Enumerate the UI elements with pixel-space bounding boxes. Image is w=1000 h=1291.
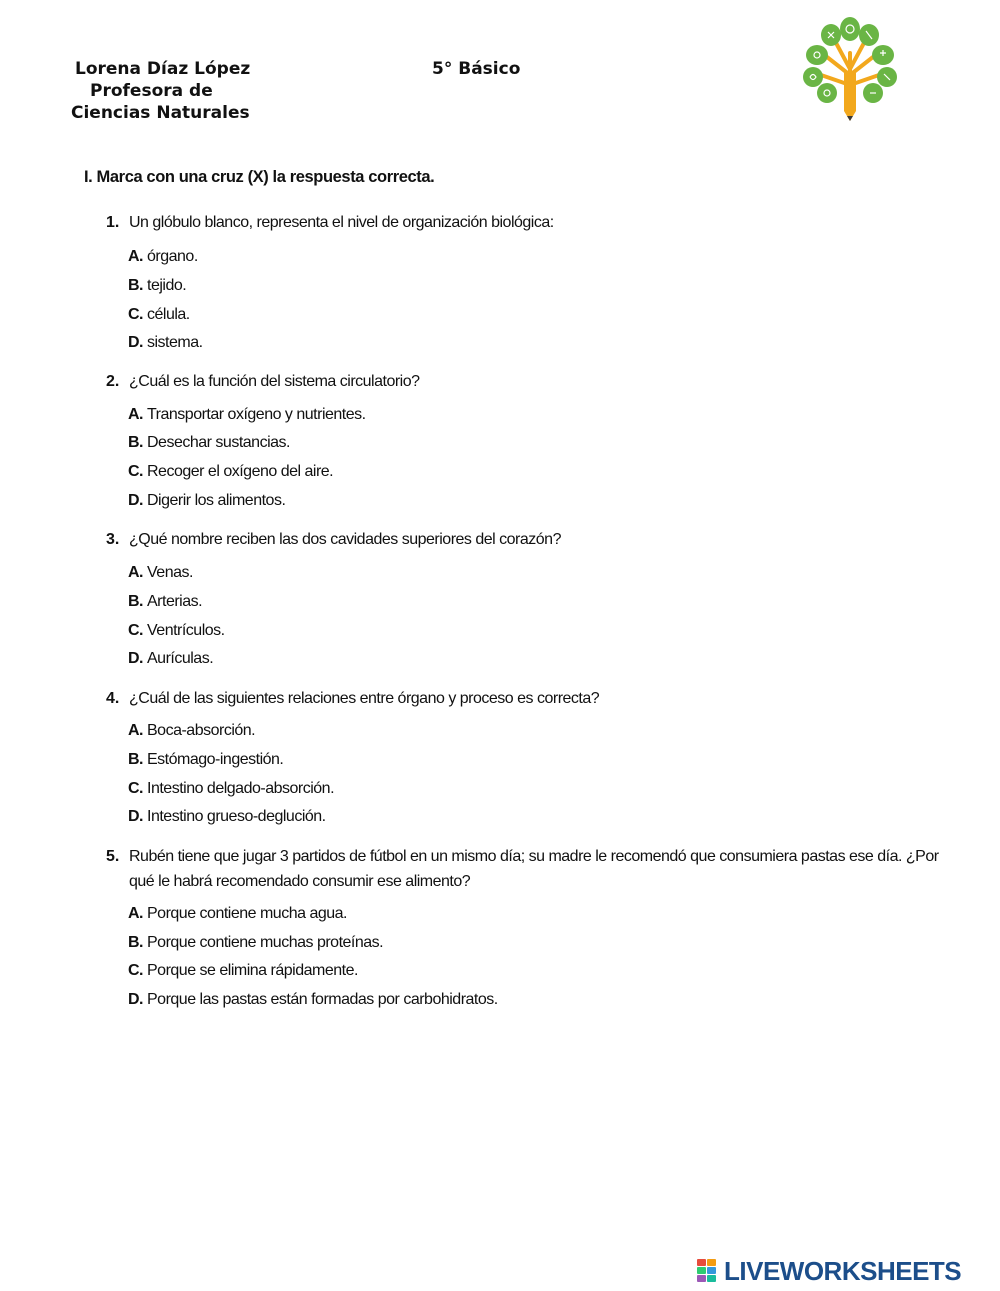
question-3-option-b[interactable]: B. Arterias. bbox=[128, 593, 203, 610]
question-2-option-b[interactable]: B. Desechar sustancias. bbox=[128, 434, 290, 451]
question-1-option-a[interactable]: A. órgano. bbox=[128, 248, 198, 265]
question-5-number: 5. bbox=[106, 848, 120, 865]
section-title: I. Marca con una cruz (X) la respuesta correcta. bbox=[84, 168, 435, 186]
question-4-option-d[interactable]: D. Intestino grueso-deglución. bbox=[128, 808, 326, 825]
question-3-number: 3. bbox=[106, 531, 120, 548]
question-5-option-d[interactable]: D. Porque las pastas están formadas por carbohidratos. bbox=[128, 991, 498, 1008]
liveworksheets-text: LIVEWORKSHEETS bbox=[724, 1256, 962, 1286]
question-4-option-c[interactable]: C. Intestino delgado-absorción. bbox=[128, 780, 335, 797]
question-4-text: ¿Cuál de las siguientes relaciones entre órgano y proceso es correcta? bbox=[129, 690, 600, 707]
question-5-option-c[interactable]: C. Porque se elimina rápidamente. bbox=[128, 962, 358, 979]
question-3-option-a[interactable]: A. Venas. bbox=[128, 564, 193, 581]
science-tree-pencil-icon bbox=[797, 13, 903, 125]
question-4-option-a[interactable]: A. Boca-absorción. bbox=[128, 722, 256, 739]
liveworksheets-brand[interactable] bbox=[697, 1257, 997, 1285]
liveworksheets-logo-icon bbox=[697, 1259, 723, 1283]
question-1-option-d[interactable]: D. sistema. bbox=[128, 334, 203, 351]
teacher-role-line2: Ciencias Naturales bbox=[71, 103, 250, 123]
question-3-text: ¿Qué nombre reciben las dos cavidades superiores del corazón? bbox=[129, 531, 561, 548]
question-3-option-d[interactable]: D. Aurículas. bbox=[128, 650, 214, 667]
question-2-option-a[interactable]: A. Transportar oxígeno y nutrientes. bbox=[128, 406, 366, 423]
question-1-text: Un glóbulo blanco, representa el nivel de organización biológica: bbox=[129, 214, 554, 231]
question-3-option-c[interactable]: C. Ventrículos. bbox=[128, 622, 225, 639]
question-4-number: 4. bbox=[106, 690, 120, 707]
question-2-option-d[interactable]: D. Digerir los alimentos. bbox=[128, 492, 286, 509]
question-1-number: 1. bbox=[106, 214, 120, 231]
question-2-text: ¿Cuál es la función del sistema circulatorio? bbox=[129, 373, 420, 390]
teacher-name: Lorena Díaz López bbox=[75, 59, 251, 79]
question-1-option-c[interactable]: C. célula. bbox=[128, 306, 190, 323]
question-2-number: 2. bbox=[106, 373, 120, 390]
question-5-text: Rubén tiene que jugar 3 partidos de fútbol en un mismo día; su madre le recomendó que consumiera pastas ese día. ¿Por qué le habrá recomendado consumir ese alimento? bbox=[129, 848, 939, 890]
grade-label: 5° Básico bbox=[432, 59, 521, 79]
question-4-option-b[interactable]: B. Estómago-ingestión. bbox=[128, 751, 284, 768]
question-2-option-c[interactable]: C. Recoger el oxígeno del aire. bbox=[128, 463, 334, 480]
question-5-option-a[interactable]: A. Porque contiene mucha agua. bbox=[128, 905, 347, 922]
question-1-option-b[interactable]: B. tejido. bbox=[128, 277, 187, 294]
question-5-option-b[interactable]: B. Porque contiene muchas proteínas. bbox=[128, 934, 384, 951]
teacher-role-line1: Profesora de bbox=[90, 81, 213, 101]
